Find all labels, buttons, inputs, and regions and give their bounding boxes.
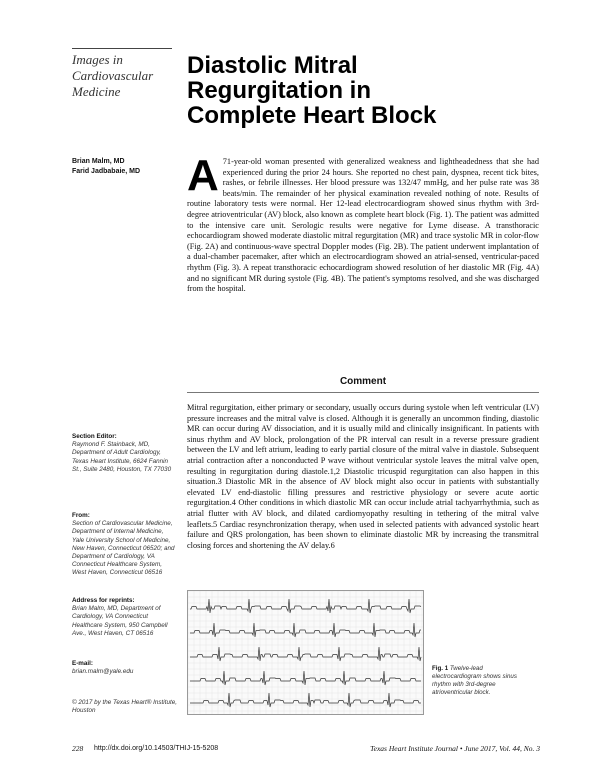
title-line: Diastolic Mitral [187,52,358,79]
case-report-paragraph [187,151,539,295]
author-list [72,157,182,177]
page-number: 228 [72,744,84,753]
affiliation-note [72,512,177,578]
section-editor-label: Section Editor: [72,433,117,440]
affiliation-text: Section of Cardiovascular Medicine, Department of Internal Medicine, Yale University School of Medicine, New Haven, Connecticut 06520; and Department of Cardiology, VA Connecticut Healthcare System, West Haven, Connecticut 06516 [72,520,175,577]
ecg-tracing-image [188,591,423,714]
title-line: Regurgitation in [187,77,371,104]
email-address[interactable]: brian.malm@yale.edu [72,668,134,676]
reprint-address-text: Brian Malm, MD, Department of Cardiology, VA Connecticut Healthcare System, 950 Campbell Ave., West Haven, CT 06516 [72,605,168,637]
section-editor-note [72,433,177,474]
ecg-trace [190,599,421,613]
ecg-trace [190,671,421,685]
ecg-figure [187,590,424,715]
case-report-text: 71-year-old woman presented with generalized weakness and lightheadedness that she had experienced during the prior 24 hours. She reported no chest pain, dyspnea, recent tick bites, rashes, or febrile illnesses. Her blood pressure was 132/47 mmHg, and her pulse rate was 38 beats/min. The remainder of her physical examination revealed nothing of note. Results of routine laboratory tests were normal. Her 12-lead electrocardiogram showed sinus rhythm with 3rd-degree atrioventricular (AV) block, also known as complete heart block (Fig. 1). The patient was admitted to the intensive care unit. Serologic results were negative for Lyme disease. A transthoracic echocardiogram showed moderate diastolic mitral regurgitation (MR) and trace systolic MR in color-flow (Fig. 2A) and continuous-wave spectral Doppler modes (Fig. 2B). The patient underwent implantation of a dual-chamber pacemaker, after which an electrocardiogram showed an atrial-sensed, ventricular-paced rhythm (Fig. 3). A repeat transthoracic echocardiogram showed resolution of her diastolic MR (Fig. 4A) and no significant MR during systole (Fig. 4B). The patient's symptoms resolved, and she was discharged from the hospital. [187,157,539,294]
figure-caption [432,665,532,697]
comment-heading: Comment [339,376,387,387]
journal-citation: Texas Heart Institute Journal • June 2017, Vol. 44, No. 3 [370,744,540,753]
author-name: Brian Malm, MD [72,158,125,165]
ecg-trace [190,647,421,661]
doi-link[interactable]: http://dx.doi.org/10.14503/THIJ-15-5208 [94,745,219,752]
author-name: Farid Jadbabaie, MD [72,168,141,175]
ecg-trace [190,623,421,637]
section-rule [72,48,172,49]
comment-paragraph: Mitral regurgitation, either primary or secondary, usually occurs during systole when left ventricular (LV) pressure increases and the mitral valve is closed. Although it is generally an uncommon finding, diastolic MR can occur during AV dissociation, and it is usually mild and clinically insignificant. In patients with sinus rhythm and AV block, prolongation of the PR interval can result in a reverse pressure gradient between the LV and left atrium, leading to early partial closure of the mitral valve in diastole. Subsequent atrial contraction after a nonconducted P wave without ventricular systole leaves the mitral valve open, resulting in regurgitation during diastole.1,2 Diastolic tricuspid regurgitation can also happen in this situation.3 Diastolic MR in the absence of AV block might also occur in patients with substantially elevated LV end-diastolic filling pressures and restrictive physiology or severe acute aortic regurgitation.4 Other conditions in which diastolic MR can occur include atrial tachyarrhythmia, such as atrial flutter with AV block, and dilated cardiomyopathy resulting in tethering of the mitral valve leaflets.5 Cardiac resynchronization therapy, when used in selected patients with advanced systolic heart failure and QRS prolongation, has been shown to eliminate diastolic MR by increasing the transmitral closing forces and shortening the AV delay.6 [187,403,539,550]
drop-cap: A [187,151,219,200]
title-line: Complete Heart Block [187,102,437,129]
email-label: E-mail: [72,660,93,667]
reprint-address-label: Address for reprints: [72,597,135,604]
figure-caption-text: Twelve-lead electrocardiogram shows sinus rhythm with 3rd-degree atrioventricular block. [432,665,517,696]
section-editor-text: Raymond F. Stainback, MD, Department of Adult Cardiology, Texas Heart Institute, 6624 Fannin St., Suite 2480, Houston, TX 77030 [72,441,172,473]
section-name: Images in Cardiovascular Medicine [72,52,154,99]
reprint-address-note [72,597,177,638]
figure-label: Fig. 1 [432,665,449,672]
email-note [72,660,177,676]
copyright-note: © 2017 by the Texas Heart® Institute, Houston [72,699,177,715]
article-title [187,53,547,128]
affiliation-label: From: [72,512,90,519]
comment-rule [187,392,539,393]
